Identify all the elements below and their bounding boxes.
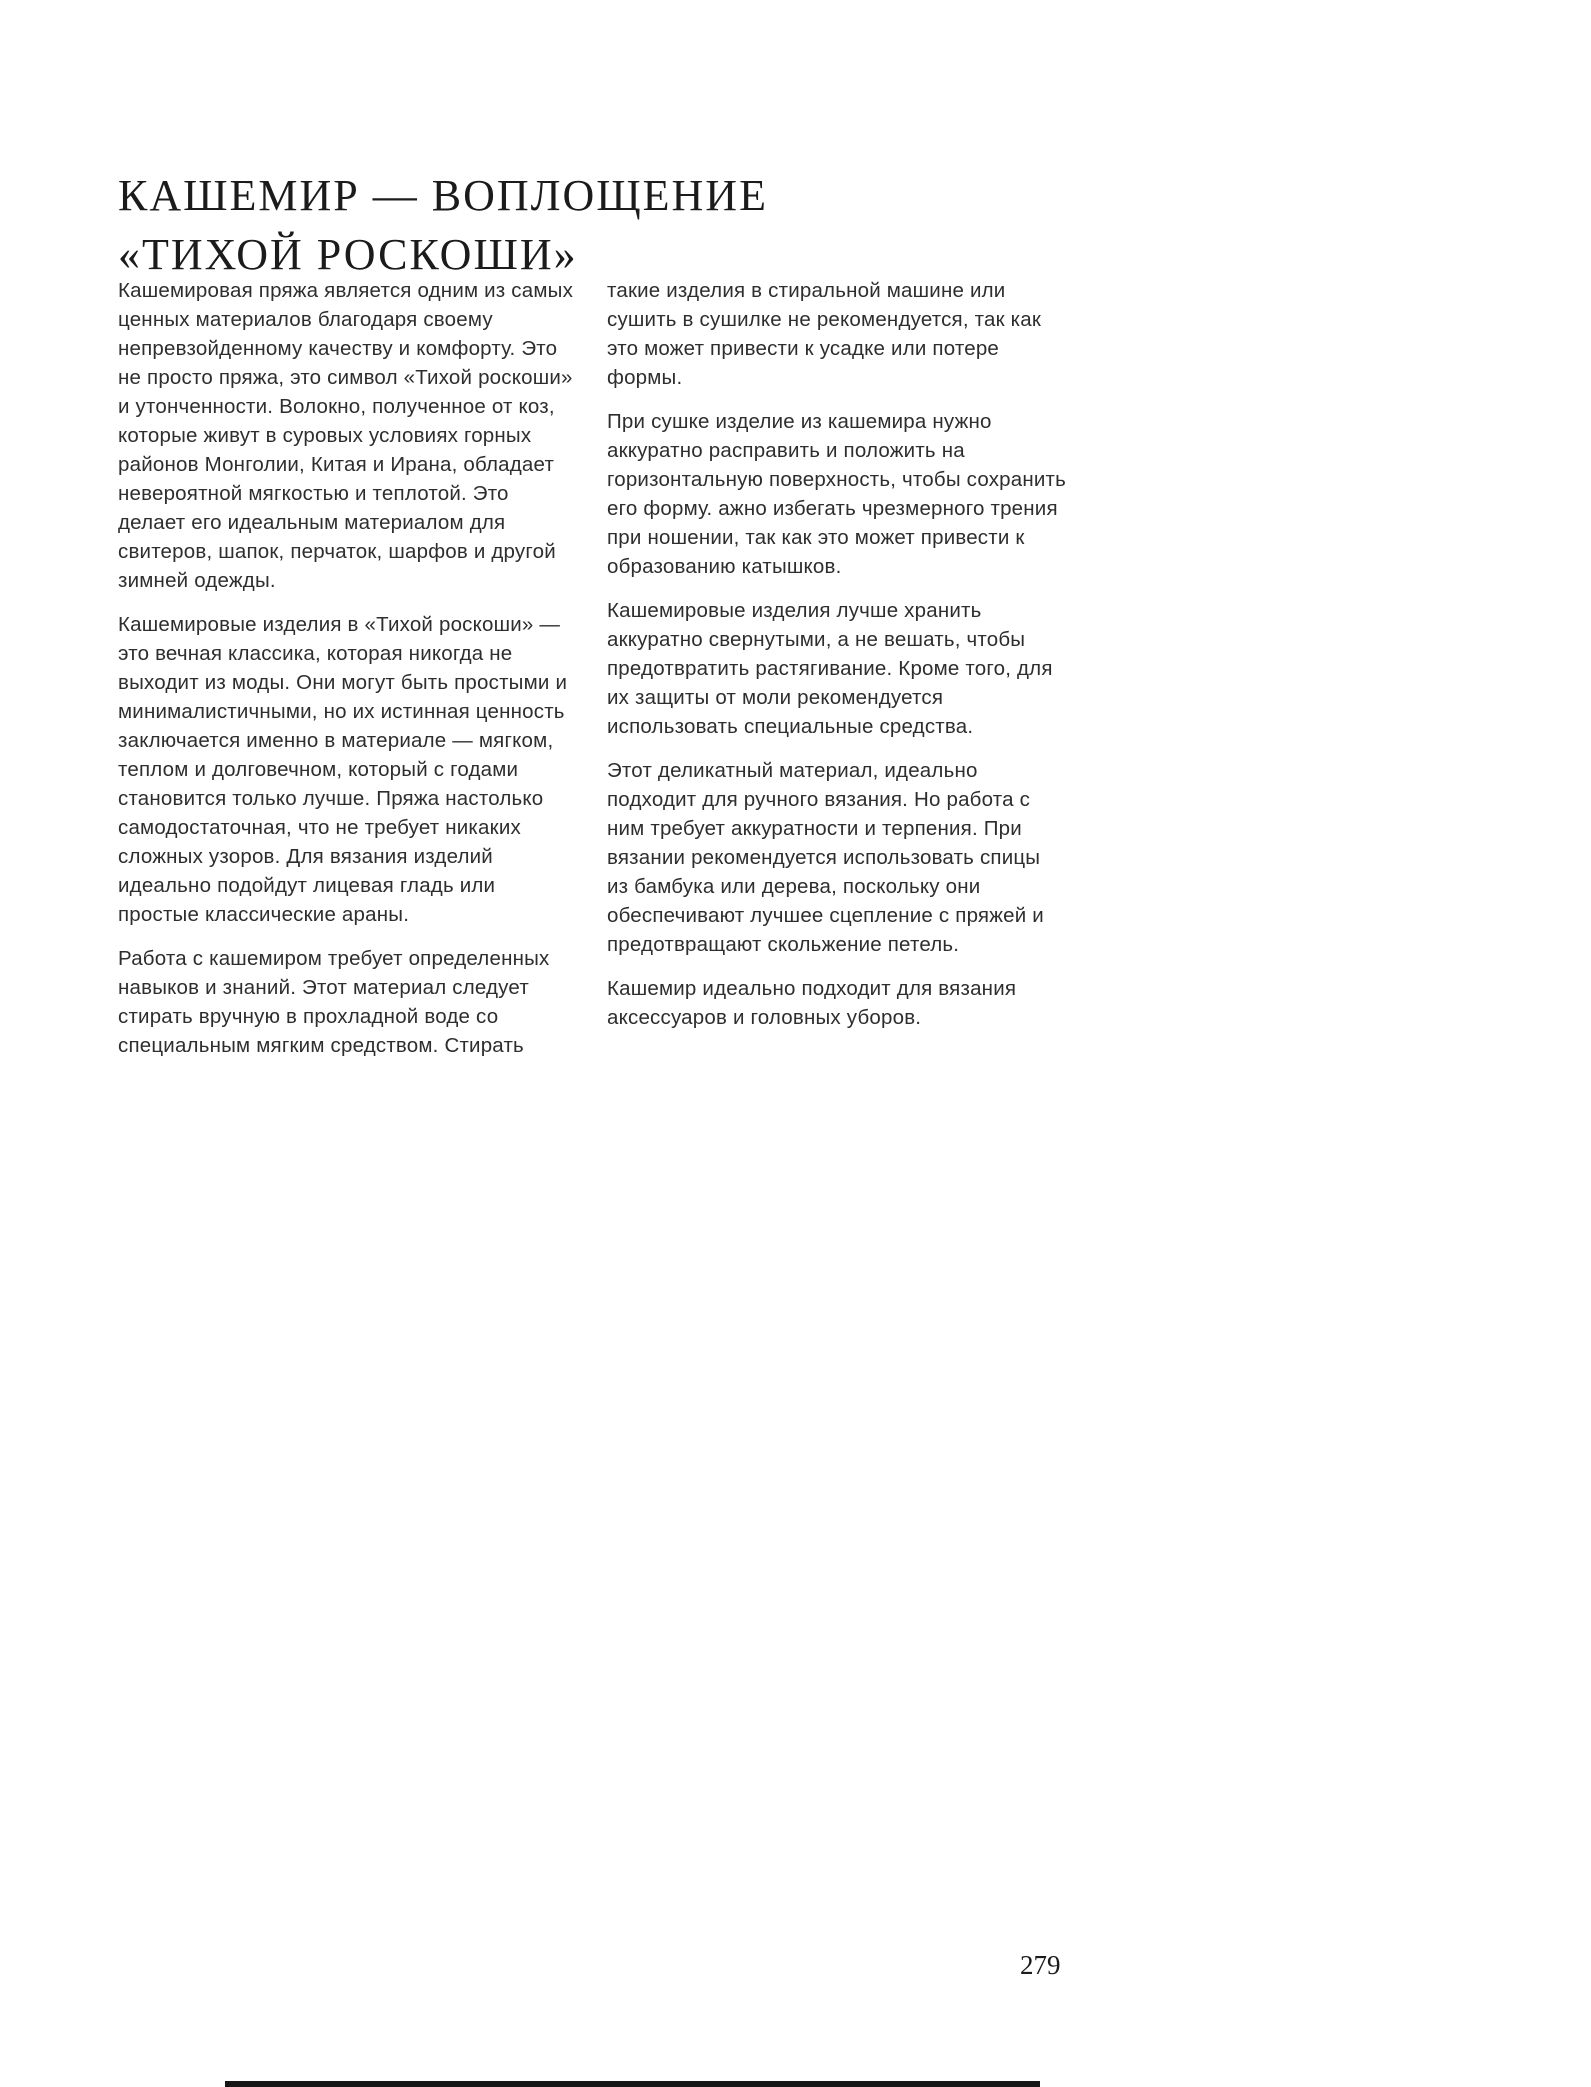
paragraph: Кашемир идеально подходит для вязания аксессуаров и головных уборов. [607,977,1017,1029]
paragraph: такие изделия в стиральной машине или сушить в сушилке не рекомендуется, так как это может привести к усадке или потере формы. [607,279,1042,389]
page-title [118,167,768,283]
bottom-edge-bar [225,2081,1040,2087]
paragraph: Кашемировые изделия лучше хранить аккуратно свернутыми, а не вешать, чтобы предотвратить растягивание. Кроме того, для их защиты от моли рекомендуется использовать специальные средства. [607,599,1053,738]
text-columns [118,276,1066,1075]
paragraph: Этот деликатный материал, идеально подходит для ручного вязания. Но работа с ним требует аккуратности и терпения. При вязании рекомендуется использовать спицы из бамбука или дерева, поскольку они обеспечивают лучшее сцепление с пряжей и предотвращают скольжение петель. [607,759,1044,956]
page-number: 279 [1020,1950,1061,1980]
paragraph: При сушке изделие из кашемира нужно аккуратно расправить и положить на горизонтальную поверхность, чтобы сохранить его форму. ажно избегать чрезмерного трения при ношении, так как это может привести к образованию катышков. [607,410,1066,578]
title-line-2: «ТИХОЙ РОСКОШИ» [118,229,578,279]
paragraph: Кашемировые изделия в «Тихой роскоши» — это вечная классика, которая никогда не выходит из моды. Они могут быть простыми и минималистичными, но их истинная ценность заключается именно в материале — мягком, теплом и долговечном, который с годами становится только лучше. Пряжа настолько самодостаточная, что не требует никаких сложных узоров. Для вязания изделий идеально подойдут лицевая гладь или простые классические араны. [118,613,568,926]
left-column [118,276,577,1075]
paragraph: Кашемировая пряжа является одним из самых ценных материалов благодаря своему непревзойденному качеству и комфорту. Это не просто пряжа, это символ «Тихой роскоши» и утонченности. Волокно, полученное от коз, которые живут в суровых условиях горных районов Монголии, Китая и Ирана, обладает невероятной мягкостью и теплотой. Это делает его идеальным материалом для свитеров, шапок, перчаток, шарфов и другой зимней одежды. [118,279,574,592]
paragraph: Работа с кашемиром требует определенных навыков и знаний. Этот материал следует стирать вручную в прохладной воде со специальным мягким средством. Стирать [118,947,550,1057]
right-column [607,276,1066,1075]
title-line-1: КАШЕМИР — ВОПЛОЩЕНИЕ [118,171,768,221]
